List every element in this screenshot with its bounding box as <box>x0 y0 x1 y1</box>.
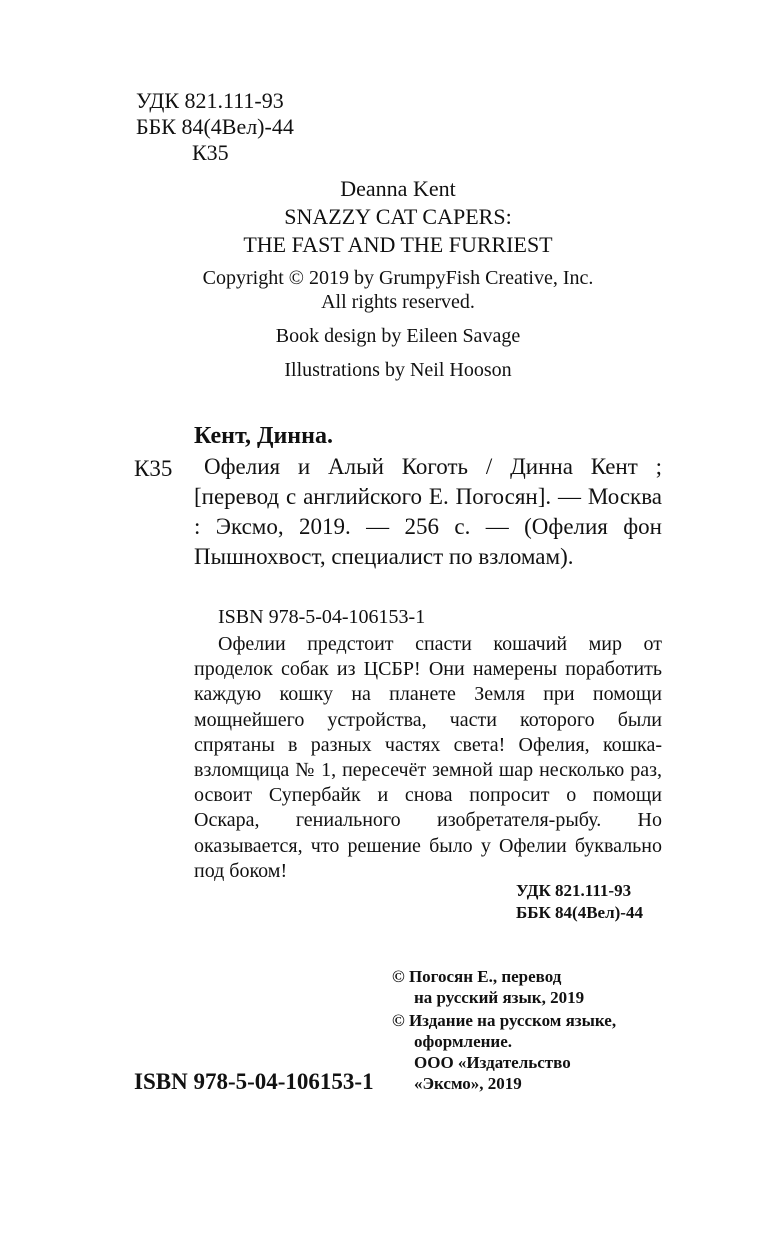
footer-bbk-code: ББК 84(4Вел)-44 <box>516 903 643 922</box>
translation-copyright-line2: на русский язык, 2019 <box>414 988 585 1007</box>
rights-reserved: All rights reserved. <box>321 291 475 313</box>
record-author-sign: К35 <box>134 456 173 481</box>
edition-copyright-line3: ООО «Издательство <box>414 1053 571 1072</box>
bbk-code: ББК 84(4Вел)-44 <box>136 114 294 139</box>
illustrations-credit: Illustrations by Neil Hooson <box>284 359 512 381</box>
original-title-line1: SNAZZY CAT CAPERS: <box>284 204 512 229</box>
isbn-bottom: ISBN 978-5-04-106153-1 <box>134 1069 374 1094</box>
translation-copyright-line1: © Погосян Е., перевод <box>392 967 562 986</box>
record-isbn: ISBN 978-5-04-106153-1 <box>218 606 426 628</box>
original-author: Deanna Kent <box>340 176 456 201</box>
original-copyright: Copyright © 2019 by GrumpyFish Creative, Inc. <box>202 267 594 289</box>
book-design-credit: Book design by Eileen Savage <box>275 325 521 347</box>
edition-copyright-line1: © Издание на русском языке, <box>392 1011 617 1030</box>
record-author-heading: Кент, Динна. <box>194 423 333 449</box>
edition-copyright-line4: «Эксмо», 2019 <box>414 1074 522 1093</box>
annotation-paragraph: Офелии предстоит спасти кошачий мир от проделок собак из ЦСБР! Они намерены поработить каждую кошку на планете Земля при помощи мощнейшего устройства, части которого были спрятаны в разных частях света! Офелия, кошка-взломщица № 1, пересечёт земной шар несколько раз, освоит Супербайк и снова попросит о помощи Оскара, гениального изобретателя-рыбу. Но оказывается, что решение было у Офелии буквально под боком! <box>194 633 662 882</box>
original-title-line2: THE FAST AND THE FURRIEST <box>243 232 553 257</box>
footer-udk-code: УДК 821.111-93 <box>516 881 632 900</box>
record-description: Офелия и Алый Коготь / Динна Кент ; [перевод с английского Е. Погосян]. — Москва : Эксмо, 2019. — 256 с. — (Офелия фон Пышнохвост, специалист по взломам). <box>194 454 662 569</box>
author-sign: К35 <box>192 140 229 165</box>
udk-code: УДК 821.111-93 <box>136 88 284 113</box>
edition-copyright-line2: оформление. <box>414 1032 513 1051</box>
